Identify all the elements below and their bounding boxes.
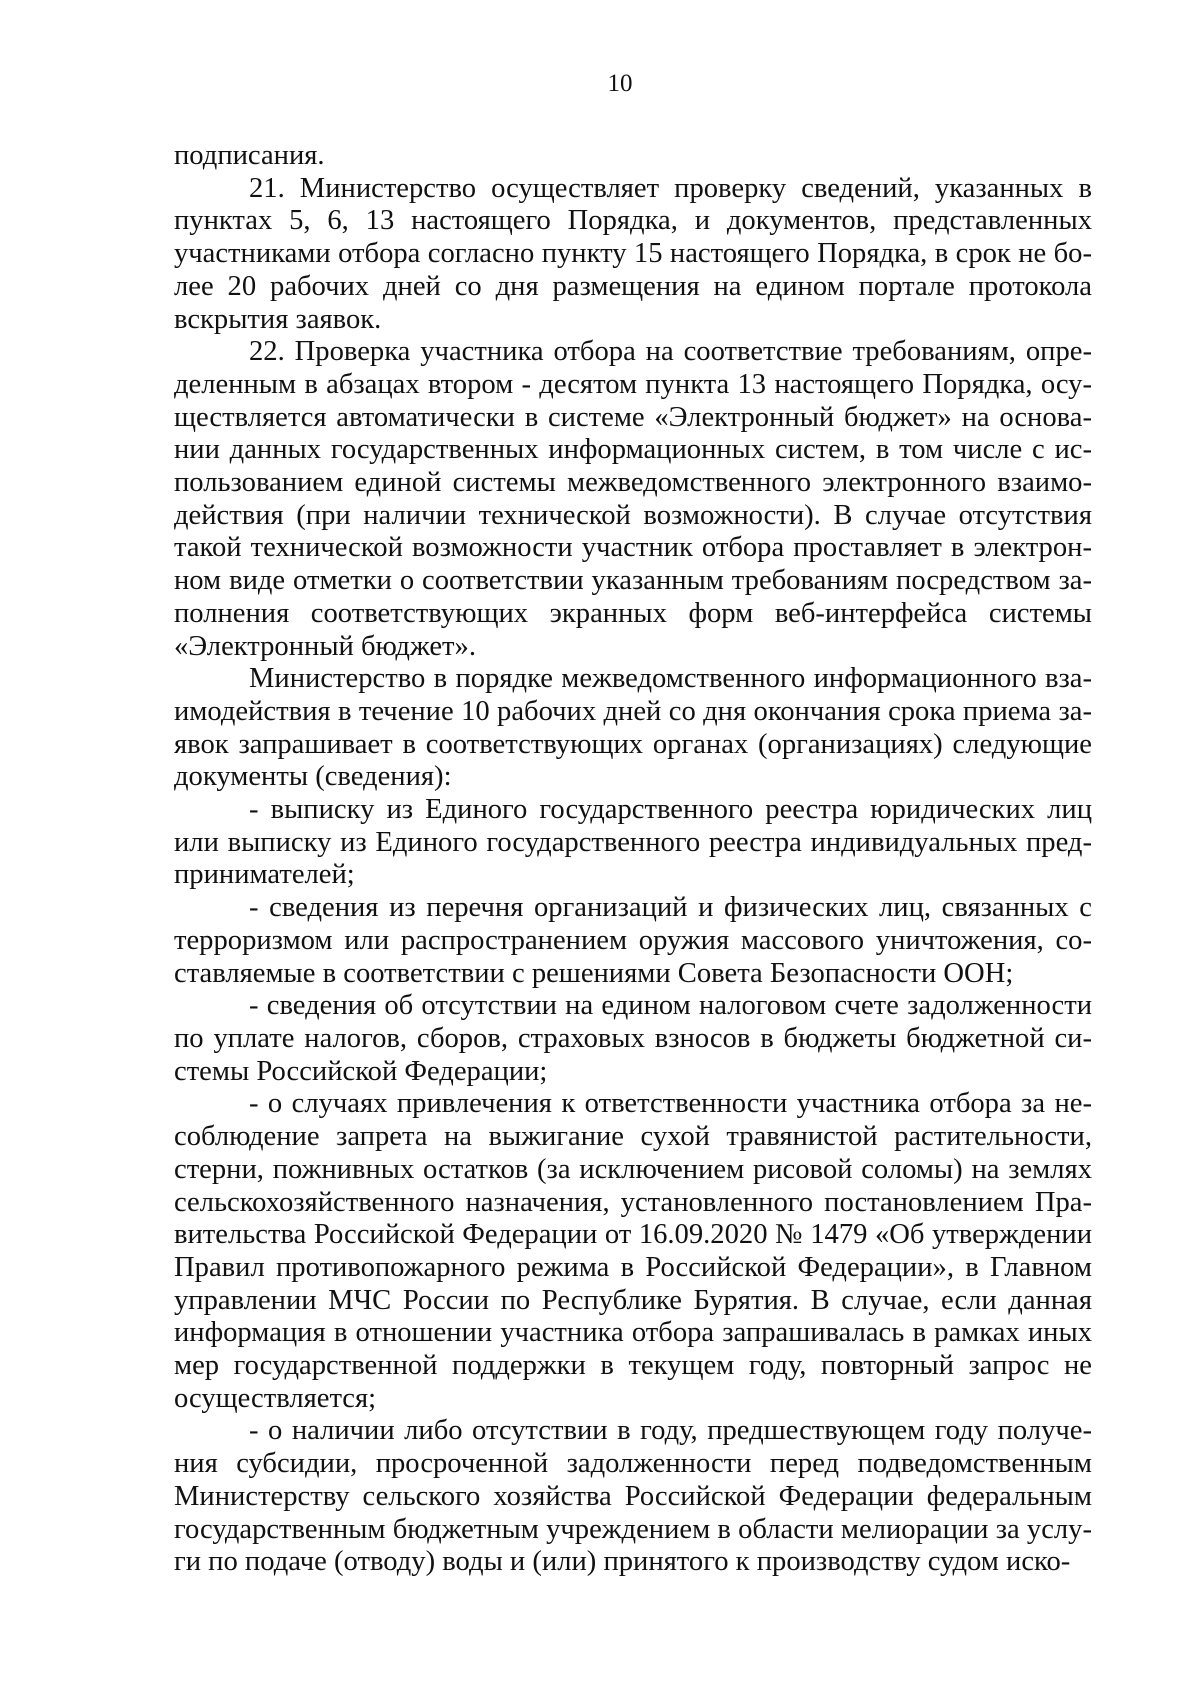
list-item-overdue-debt: - о наличии либо отсутствии в году, предшествующем году получения субсидии, просроченной задолженности перед подведомственным Министерству сельского хозяйства Российской Федерации федеральным государственным бюджетным учреждением в области мелиорации за услуги по подаче (отводу) воды и (или) принятого к производству судом иско-: [174, 1415, 1092, 1578]
paragraph-item-21: 21. Министерство осуществляет проверку сведений, указанных в пунктах 5, 6, 13 настоящего Порядка, и документов, представленных участниками отбора согласно пункту 15 настоящего Порядка, в срок не более 20 рабочих дней со дня размещения на едином портале протокола вскрытия заявок.: [174, 172, 1092, 335]
paragraph-continuation: подписания.: [174, 140, 325, 171]
list-item-terrorism-list: - сведения из перечня организаций и физических лиц, связанных с терроризмом или распространением оружия массового уничтожения, составляемые в соответствии с решениями Совета Безопасности ООН;: [174, 892, 1092, 989]
document-body: [174, 140, 1092, 1579]
list-item-egrul-extract: - выписку из Единого государственного реестра юридических лиц или выписку из Единого государственного реестра индивидуальных предпринимателей;: [174, 794, 1092, 891]
paragraph-item-22: 22. Проверка участника отбора на соответствие требованиям, определенным в абзацах втором - десятом пункта 13 настоящего Порядка, осуществляется автоматически в системе «Электронный бюджет» на основании данных государственных информационных систем, в том числе с использованием единой системы межведомственного электронного взаимодействия (при наличии технической возможности). В случае отсутствия такой технической возможности участник отбора проставляет в электронном виде отметки о соответствии указанным требованиям посредством заполнения соответствующих экранных форм веб-интерфейса системы «Электронный бюджет».: [174, 336, 1092, 662]
page-number: 10: [607, 70, 633, 97]
paragraph-interagency-request: Министерство в порядке межведомственного информационного взаимодействия в течение 10 рабочих дней со дня окончания срока приема заявок запрашивает в соответствующих органах (организациях) следующие документы (сведения):: [174, 663, 1092, 793]
list-item-burning-violations: - о случаях привлечения к ответственности участника отбора за несоблюдение запрета на выжигание сухой травянистой растительности, стерни, пожнивных остатков (за исключением рисовой соломы) на землях сельскохозяйственного назначения, установленного постановлением Правительства Российской Федерации от 16.09.2020 № 1479 «Об утверждении Правил противопожарного режима в Российской Федерации», в Главном управлении МЧС России по Республике Бурятия. В случае, если данная информация в отношении участника отбора запрашивалась в рамках иных мер государственной поддержки в текущем году, повторный запрос не осуществляется;: [174, 1088, 1092, 1414]
list-item-tax-debt: - сведения об отсутствии на едином налоговом счете задолженности по уплате налогов, сборов, страховых взносов в бюджеты бюджетной системы Российской Федерации;: [174, 990, 1092, 1087]
